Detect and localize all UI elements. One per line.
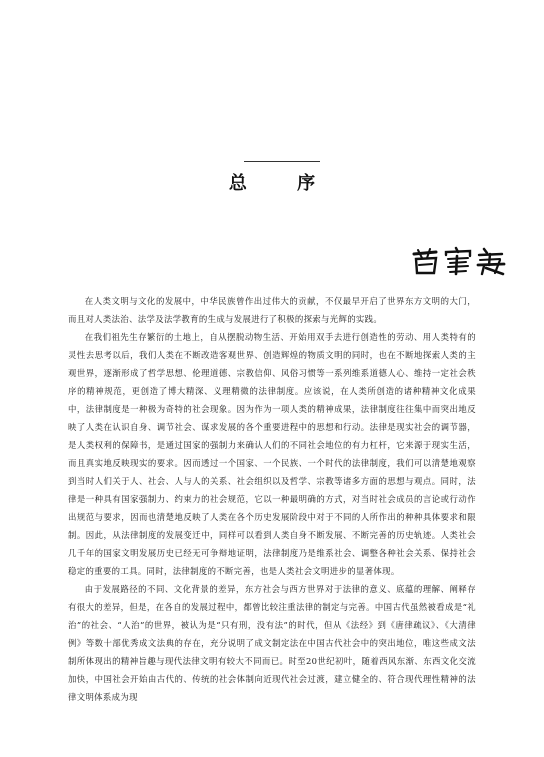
page-title: 总 序	[228, 173, 338, 194]
paragraph-2: 在我们祖先生存繁衍的土地上，自从摆脱动物生活、开始用双手去进行创造性的劳动、用人类特有的灵性去思考以后，我们人类在不断改造客观世界、创造辉煌的物质文明的同时，也在不断地探索人类的主观世界，逐渐形成了哲学思想、伦理道德、宗教信仰、风俗习惯等一系列维系道德人心、维持一定社会秩序的精神规范，更创造了博大精深、义理精微的法律制度。应该说，在人类所创造的诸种精神文化成果中，法律制度是一种极为奇特的社会现象。因为作为一项人类的精神成果，法律制度往往集中而突出地反映了人类在认识自身、调节社会、谋求发展的各个重要进程中的思想和行动。法律是现实社会的调节器，是人类权利的保障书，是通过国家的强制力来确认人们的不同社会地位的有力杠杆，它来源于现实生活，而且真实地反映现实的要求。因而透过一个国家、一个民族、一个时代的法律制度，我们可以清楚地观察到当时人们关于人、社会、人与人的关系、社会组织以及哲学、宗教等诸多方面的思想与观点。同时，法律是一种具有国家强制力、约束力的社会规范，它以一种最明确的方式，对当时社会成员的言论或行动作出规范与要求，因而也清楚地反映了人类在各个历史发展阶段中对于不同的人所作出的种种具体要求和限制。因此，从法律制度的发展变迁中，同样可以看到人类自身不断发展、不断完善的历史轨迹。人类社会几千年的国家文明发展历史已经无可争辩地证明，法律制度乃是维系社会、调整各种社会关系、保持社会稳定的重要的工具。同时，法律制度的不断完善，也是人类社会文明进步的显著体现。	[68, 332, 476, 576]
title-rule	[244, 161, 320, 162]
paragraph-3: 由于发展路径的不同、文化背景的差异，东方社会与西方世界对于法律的意义、底蕴的理解、阐释存有很大的差异，但是，在各自的发展过程中，都曾比较注重法律的制定与完善。中国古代虽然被看成是“礼治”的社会、“人治”的世界，被认为是“只有刑，没有法”的时代，但从《法经》到《唐律疏议》、《大清律例》等数十部优秀成文法典的存在，充分说明了成文制定法在中国古代社会中的突出地位，唯这些成文法制所体现出的精神旨趣与现代法律文明有较大不同而已。时至20世纪初叶，随着西风东渐、东西文化交流加快，中国社会开始由古代的、传统的社会体制向近现代社会过渡，建立健全的、符合现代理性精神的法律文明体系成为现	[68, 584, 476, 702]
paragraph-1: 在人类文明与文化的发展中，中华民族曾作出过伟大的贡献，不仅最早开启了世界东方文明的大门，而且对人类法治、法学及法学教育的生成与发展进行了积极的探索与光辉的实践。	[68, 296, 476, 324]
author-signature	[410, 246, 506, 276]
body-text	[68, 292, 476, 706]
